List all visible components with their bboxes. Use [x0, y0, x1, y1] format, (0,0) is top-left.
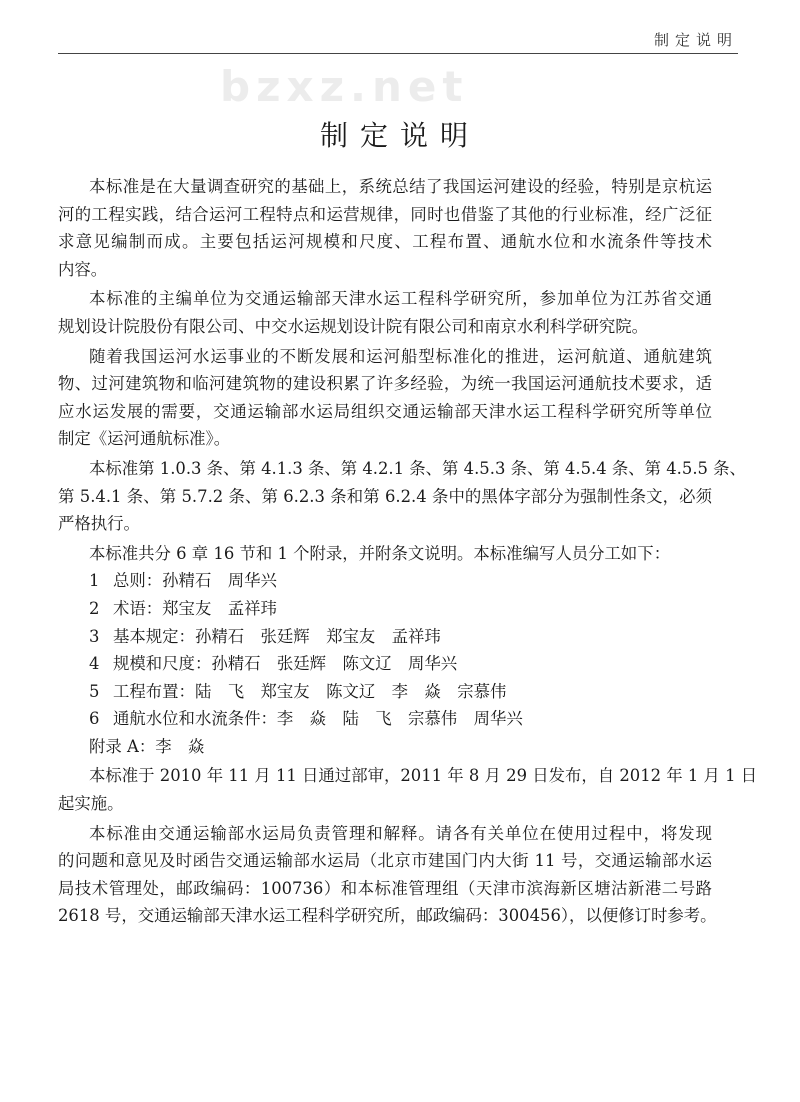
author-item — [58, 567, 712, 595]
watermark: bzxz.net — [220, 62, 469, 111]
paragraph-line: 河的工程实践，结合运河工程特点和运营规律，同时也借鉴了其他的行业标准，经广泛征 — [58, 204, 712, 224]
author-item-number: 6 — [89, 709, 100, 729]
paragraph-line: 应水运发展的需要，交通运输部水运局组织交通运输部天津水运工程科学研究所等单位 — [58, 401, 712, 421]
paragraph-line: 本标准第 1.0.3 条、第 4.1.3 条、第 4.2.1 条、第 4.5.3 条、第 4.5.4 条、第 4.5.5 条、 — [89, 458, 746, 478]
paragraph — [58, 343, 712, 453]
author-item-number: 1 — [89, 571, 100, 591]
paragraph — [58, 285, 712, 340]
author-item — [58, 595, 712, 623]
paragraph-line: 2618 号，交通运输部天津水运工程科学研究所，邮政编码：300456），以便修订时参考。 — [58, 906, 717, 926]
appendix-author: 附录 A：李 焱 — [89, 736, 205, 756]
document-body — [58, 173, 758, 932]
author-item-number: 2 — [89, 598, 100, 618]
authors-intro: 本标准共分 6 章 16 节和 1 个附录，并附条文说明。本标准编写人员分工如下： — [89, 543, 671, 563]
author-item-text: 总则：孙精石 周华兴 — [113, 571, 277, 591]
paragraph-line: 本标准由交通运输部水运局负责管理和解释。请各有关单位在使用过程中，将发现 — [89, 823, 712, 843]
paragraph — [58, 762, 758, 817]
running-head: 制定说明 — [653, 31, 738, 49]
author-item-number: 3 — [89, 626, 100, 646]
paragraph — [58, 173, 712, 283]
author-item-number: 4 — [89, 654, 100, 674]
author-item-text: 基本规定：孙精石 张廷辉 郑宝友 孟祥玮 — [113, 626, 441, 646]
author-item-text: 规模和尺度：孙精石 张廷辉 陈文辽 周华兴 — [113, 654, 458, 674]
header-rule — [58, 53, 738, 54]
author-item-number: 5 — [89, 681, 100, 701]
author-item-text: 工程布置：陆 飞 郑宝友 陈文辽 李 焱 宗慕伟 — [113, 681, 507, 701]
paragraph-line: 物、过河建筑物和临河建筑物的建设积累了许多经验，为统一我国运河通航技术要求，适 — [58, 374, 712, 394]
paragraph — [58, 820, 717, 930]
paragraph — [58, 455, 746, 538]
author-item — [58, 705, 712, 733]
author-item — [58, 650, 712, 678]
paragraph-line: 第 5.4.1 条、第 5.7.2 条、第 6.2.3 条和第 6.2.4 条中的黑体字部分为强制性条文，必须 — [58, 486, 712, 506]
page-title: 制定说明 — [319, 119, 480, 152]
author-item-text: 通航水位和水流条件：李 焱 陆 飞 宗慕伟 周华兴 — [113, 709, 523, 729]
paragraph-line: 起实施。 — [58, 794, 124, 814]
author-item-text: 术语：郑宝友 孟祥玮 — [113, 598, 277, 618]
paragraph-line: 求意见编制而成。主要包括运河规模和尺度、工程布置、通航水位和水流条件等技术 — [58, 232, 712, 252]
paragraph-line: 规划设计院股份有限公司、中交水运规划设计院有限公司和南京水利科学研究院。 — [58, 316, 649, 336]
paragraph-line: 随着我国运河水运事业的不断发展和运河船型标准化的推进，运河航道、通航建筑 — [89, 346, 712, 366]
paragraph-line: 的问题和意见及时函告交通运输部水运局（北京市建国门内大街 11 号，交通运输部水运 — [58, 851, 712, 871]
author-item — [58, 623, 712, 651]
paragraph-line: 本标准是在大量调查研究的基础上，系统总结了我国运河建设的经验，特别是京杭运 — [89, 177, 712, 196]
paragraph-line: 制定《运河通航标准》。 — [58, 429, 231, 449]
paragraph-line: 局技术管理处，邮政编码：100736）和本标准管理组（天津市滨海新区塘沽新港二号路 — [58, 878, 712, 898]
author-item — [58, 678, 712, 706]
paragraph-line: 内容。 — [58, 259, 108, 279]
authors-section — [58, 540, 712, 761]
paragraph-line: 本标准的主编单位为交通运输部天津水运工程科学研究所，参加单位为江苏省交通 — [89, 289, 712, 309]
paragraph-line: 本标准于 2010 年 11 月 11 日通过部审，2011 年 8 月 29 日发布，自 2012 年 1 月 1 日 — [89, 766, 758, 786]
paragraph-line: 严格执行。 — [58, 514, 140, 534]
